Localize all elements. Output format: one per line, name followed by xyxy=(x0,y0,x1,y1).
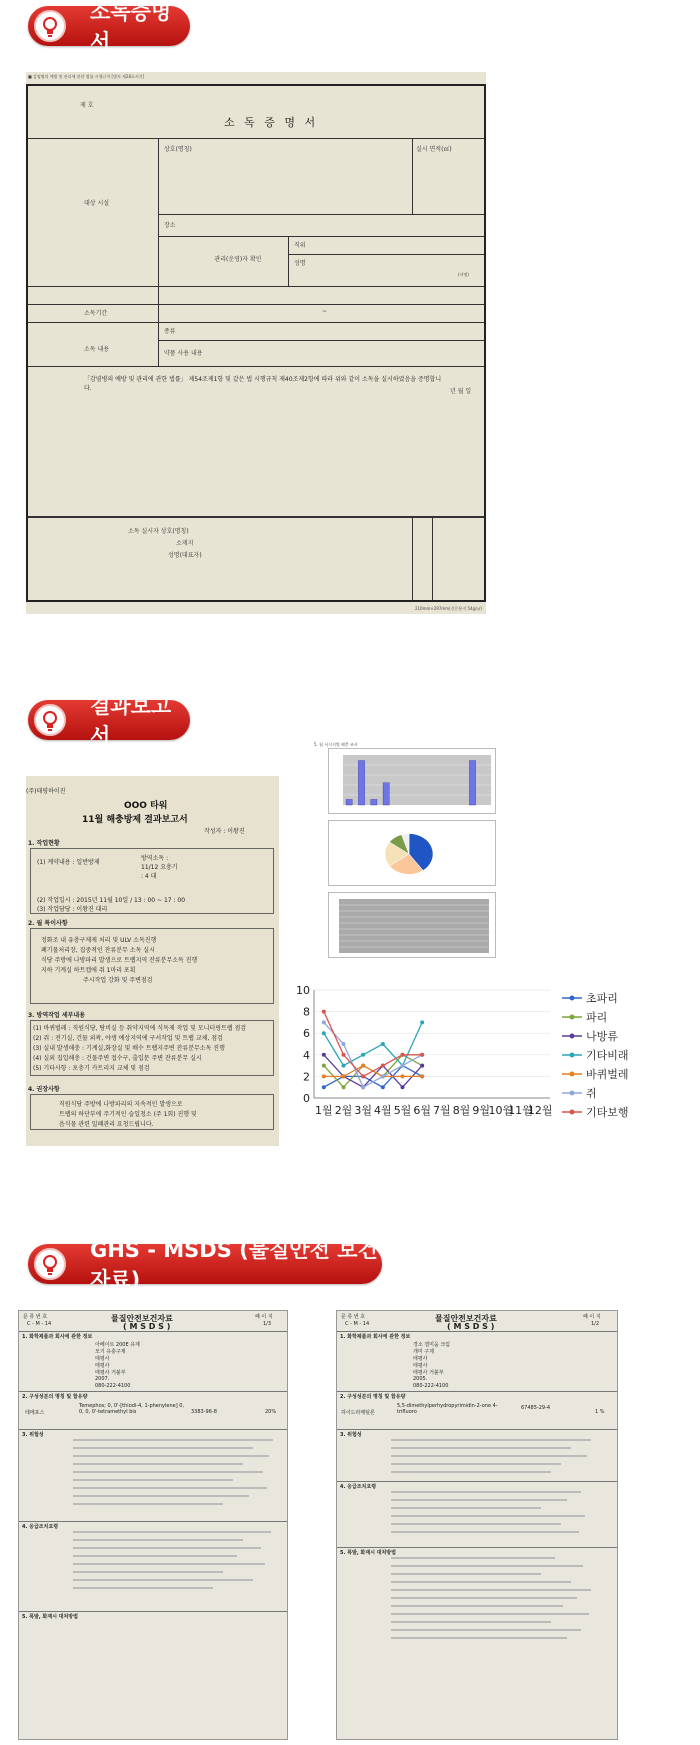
section-header-msds xyxy=(28,1238,382,1292)
label-operator-name: 성명(대표자) xyxy=(168,552,202,559)
form-note: ■ 감염병의 예방 및 관리에 관한 법률 시행규칙 [별지 제28호서식] xyxy=(28,74,145,79)
data-point xyxy=(322,1085,326,1089)
code-label: 문 류 번 호 xyxy=(341,1314,366,1320)
data-point xyxy=(361,1085,365,1089)
data-point xyxy=(342,1074,346,1078)
legend-label: 쥐 xyxy=(586,1087,597,1100)
thumb-bar xyxy=(383,783,389,805)
work-status-box xyxy=(30,848,274,914)
detail-item: (1) 바퀴벌레 : 직원식당, 탕비실 등 취약지역에 식독제 작업 및 모니터링트랩 점검 xyxy=(33,1025,247,1032)
x-tick-label: 4월 xyxy=(374,1104,392,1117)
label-position: 직위 xyxy=(294,242,306,249)
legend-marker xyxy=(570,996,575,1001)
section-details: 3. 방역작업 세부내용 xyxy=(28,1012,86,1019)
legend-marker xyxy=(570,1072,575,1077)
iupac-name: 5,5-dimethylperhydropyrimidin-2-one 4-trifluoro xyxy=(397,1403,498,1415)
data-point xyxy=(342,1053,346,1057)
product-name: 경소 겔미움 크림 xyxy=(413,1342,450,1348)
seller: 태평사 xyxy=(413,1363,428,1369)
pest-line-chart xyxy=(296,980,700,1140)
section-4: 4. 응급조치요령 xyxy=(22,1524,59,1530)
phone: 080-222-4100 xyxy=(95,1383,131,1389)
company-name: (주)태평하이진 xyxy=(26,788,66,795)
section-1: 1. 화학제품과 회사에 관한 정보 xyxy=(340,1334,411,1340)
product-name: 아베이트 200E 유제 xyxy=(95,1342,140,1348)
recommend-item: 직원식당 주방에 나방파리의 지속적인 발생으로 xyxy=(59,1101,183,1108)
detail-item: (2) 쥐 : 전기실, 건물 외곽, 야생 예상지역에 구서작업 및 트랩 교체, 점검 xyxy=(33,1035,223,1042)
seller: 태평사 xyxy=(95,1363,110,1369)
page-number: 1/3 xyxy=(263,1321,272,1327)
data-point xyxy=(381,1064,385,1068)
data-point xyxy=(381,1085,385,1089)
legend-marker xyxy=(570,1034,575,1039)
certificate-statement: 「감염병의 예방 및 관리에 관한 법률」 제54조제1항 및 같은 법 시행규칙 제40조제2항에 따라 위와 같이 소독을 실시하였음을 증명합니다. xyxy=(84,376,442,392)
label-place: 장소 xyxy=(164,222,176,229)
x-tick-label: 2월 xyxy=(334,1104,353,1117)
x-tick-label: 7월 xyxy=(433,1104,451,1117)
label-seal: (서명) xyxy=(458,272,469,277)
cas-number: 67485-29-4 xyxy=(521,1405,551,1411)
label-manager: 관리(운영)자 확인 xyxy=(214,256,262,263)
cas-number: 3383-96-8 xyxy=(191,1409,217,1415)
certificate-document xyxy=(26,72,486,614)
legend-label: 나방류 xyxy=(586,1030,618,1043)
contract: (1) 계약내용 : 일반방제 xyxy=(37,859,100,866)
msds-subtitle: ( M S D S ) xyxy=(447,1322,495,1331)
thumb-bar xyxy=(371,799,377,805)
y-tick-label: 8 xyxy=(303,1005,310,1019)
section-3: 3. 위험성 xyxy=(22,1432,44,1438)
certificate-title: 소 독 증 명 서 xyxy=(224,116,319,129)
worker: (3) 작업담당 : 이왕진 대리 xyxy=(37,906,108,913)
thumb-bar xyxy=(469,761,475,805)
section-5: 5. 폭발, 화재시 대처방법 xyxy=(340,1550,396,1556)
y-tick-label: 2 xyxy=(303,1070,310,1084)
label-facility: 대상 시설 xyxy=(84,200,110,207)
text-lines-placeholder xyxy=(391,1439,611,1659)
lightbulb-icon xyxy=(34,1248,66,1280)
data-point xyxy=(361,1064,365,1068)
content-percent: 20% xyxy=(265,1409,277,1415)
note-item: 폐기물처리장, 집중적인 잔류분무 소독 실시 xyxy=(41,947,155,954)
section-title: 결과보고서 xyxy=(90,694,172,748)
msds-document-right xyxy=(336,1310,618,1740)
report-document xyxy=(26,776,279,1146)
line-chart-svg xyxy=(296,980,700,1140)
y-tick-label: 6 xyxy=(303,1027,310,1041)
label-drug: 약품 사용 내용 xyxy=(164,350,203,357)
pie-thumbnail xyxy=(328,820,496,886)
note-item: 식당 주방에 나방파리 발생으로 트랩지역 잔류분무소독 진행 xyxy=(41,957,198,964)
label-no: 제 호 xyxy=(80,102,94,109)
detail-item: (5) 기타사항 : 포충기 카트리지 교체 및 점검 xyxy=(33,1065,150,1072)
product-use: 모기 유충구제 xyxy=(95,1349,126,1355)
thumb-bar xyxy=(358,761,364,805)
series-line xyxy=(324,1012,422,1077)
x-tick-label: 3월 xyxy=(354,1104,372,1117)
legend-label: 파리 xyxy=(586,1011,608,1024)
msds-subtitle: ( M S D S ) xyxy=(123,1322,171,1331)
legend-label: 바퀴벌레 xyxy=(586,1068,629,1081)
label-content: 소독 내용 xyxy=(84,346,110,353)
empty-thumbnail xyxy=(328,892,496,958)
label-area: 실시 면적(㎡) xyxy=(416,146,452,153)
x-tick-label: 12월 xyxy=(527,1104,553,1117)
data-point xyxy=(420,1020,424,1024)
report-title: 11월 해충방제 결과보고서 xyxy=(82,815,188,825)
label-business: 상호(명칭) xyxy=(164,146,192,153)
data-point xyxy=(401,1064,405,1068)
writer: 태평사 거불부 xyxy=(413,1370,444,1376)
note-item: 정화조 내 유충구제제 처리 및 ULV 소독진행 xyxy=(41,937,157,944)
code: C - M - 14 xyxy=(27,1321,52,1327)
data-point xyxy=(381,1074,385,1078)
y-tick-label: 0 xyxy=(303,1092,310,1105)
chart-thumbnails xyxy=(312,742,510,978)
note-item: 지하 기계실 하트캡에 쥐 1마리 포획 xyxy=(41,967,136,974)
thumb-bar xyxy=(346,799,352,805)
x-tick-label: 10월 xyxy=(488,1104,514,1117)
certificate-frame xyxy=(26,84,486,602)
legend-marker xyxy=(570,1091,575,1096)
write-date: 2005. xyxy=(413,1376,428,1382)
legend-marker xyxy=(570,1053,575,1058)
x-tick-label: 1월 xyxy=(315,1104,333,1117)
y-tick-label: 10 xyxy=(296,984,310,997)
lightbulb-icon xyxy=(34,704,66,736)
legend-label: 초파리 xyxy=(586,992,618,1005)
data-point xyxy=(401,1074,405,1078)
data-point xyxy=(342,1042,346,1046)
iupac-name: Temephos; 0, 0'-[thiodi-4, 1-phenylene] 0, 0, 0, 0'-tetramethyl bis xyxy=(79,1403,185,1415)
writer: 태평사 거불부 xyxy=(95,1370,126,1376)
code-label: 문 류 번 호 xyxy=(23,1314,48,1320)
certificate-date: 년 월 일 xyxy=(450,388,472,395)
data-point xyxy=(342,1064,346,1068)
data-point xyxy=(420,1064,424,1068)
data-point xyxy=(322,1053,326,1057)
chemical-name: 테메포스 xyxy=(25,1410,45,1416)
section-4: 4. 응급조치요령 xyxy=(340,1484,377,1490)
recommend-item: 음식물 관련 밀폐관리 요청드립니다. xyxy=(59,1121,154,1128)
write-date: 2007. xyxy=(95,1376,110,1382)
work-date: (2) 작업일시 : 2015년 11월 10일 / 13 : 00 ~ 17 : 00 xyxy=(37,897,186,904)
maker: 태평사 xyxy=(413,1356,428,1362)
detail-item: (3) 실내 발생해충 : 기계실,화장실 및 배수 트랩지주변 잔류분무소독 진행 xyxy=(33,1045,225,1052)
x-tick-label: 6월 xyxy=(413,1104,431,1117)
label-operator: 소독 실시자 상호(명칭) xyxy=(128,528,189,535)
data-point xyxy=(322,1074,326,1078)
x-tick-label: 11월 xyxy=(508,1104,533,1117)
legend-marker xyxy=(570,1015,575,1020)
section-5: 5. 폭발, 화재시 대처방법 xyxy=(22,1614,78,1620)
section-recommend: 4. 권장사항 xyxy=(28,1086,60,1093)
content-percent: 1 % xyxy=(595,1409,605,1415)
legend-marker xyxy=(570,1110,575,1115)
msds-title: 물질안전보건자료 xyxy=(111,1314,173,1323)
x-tick-label: 5월 xyxy=(393,1104,412,1117)
section-1: 1. 화학제품과 회사에 관한 정보 xyxy=(22,1334,93,1340)
details-box xyxy=(30,1020,274,1076)
y-tick-label: 4 xyxy=(303,1048,310,1062)
plot-area xyxy=(343,755,491,805)
legend-label: 기타보행 xyxy=(586,1106,629,1119)
label-kind: 종류 xyxy=(164,328,176,335)
data-point xyxy=(401,1053,405,1057)
data-point xyxy=(322,1020,326,1024)
text-lines-placeholder xyxy=(73,1439,283,1609)
thumbnail-caption: 5. 월 서식지별 해충 조사 xyxy=(314,742,358,747)
data-point xyxy=(361,1053,365,1057)
data-point xyxy=(420,1053,424,1057)
section-header-certificate xyxy=(28,0,190,54)
data-point xyxy=(322,1031,326,1035)
recommend-box xyxy=(30,1094,274,1130)
lightbulb-icon xyxy=(34,10,66,42)
report-author: 작성자 : 이왕진 xyxy=(204,828,245,835)
msds-title: 물질안전보건자료 xyxy=(435,1314,497,1323)
data-point xyxy=(322,1064,326,1068)
section-title: 소독증명서 xyxy=(90,0,172,54)
phone: 080-222-4100 xyxy=(413,1383,449,1389)
notes-box xyxy=(30,928,274,1004)
recommend-item: 트랩의 하단부에 주기적인 슬일청소 (주 1회) 진행 및 xyxy=(59,1111,197,1118)
maker: 태평사 xyxy=(95,1356,110,1362)
msds-document-left xyxy=(18,1310,288,1740)
x-tick-label: 8월 xyxy=(452,1104,471,1117)
data-point xyxy=(420,1074,424,1078)
product-use: 개미 구제 xyxy=(413,1349,434,1355)
page-label: 페 이 지 xyxy=(255,1314,273,1320)
paper-size-note: 210mm×297mm(신문용지 54g/㎡) xyxy=(414,606,482,611)
bar-thumbnail xyxy=(328,748,496,814)
data-point xyxy=(361,1074,365,1078)
section-2: 2. 구성성분의 명칭 및 함유량 xyxy=(22,1394,88,1400)
data-point xyxy=(381,1042,385,1046)
section-3: 3. 위험성 xyxy=(340,1432,362,1438)
section-header-report xyxy=(28,694,190,748)
x-tick-label: 9월 xyxy=(472,1104,490,1117)
label-name: 성명 xyxy=(294,260,306,267)
detail-item: (4) 실외 집입해충 : 건물주변 접수구, 출입문 주변 잔류분무 실시 xyxy=(33,1055,202,1062)
label-period: 소독기간 xyxy=(84,310,108,317)
page-label: 페 이 지 xyxy=(583,1314,601,1320)
data-point xyxy=(342,1085,346,1089)
period-tilde: ~ xyxy=(322,308,328,315)
label-operator-place: 소재지 xyxy=(176,540,194,547)
section-title: GHS - MSDS (물질안전 보건자료) xyxy=(90,1238,378,1292)
report-tower: OOO 타워 xyxy=(124,801,168,811)
code: C - M - 14 xyxy=(345,1321,370,1327)
note-item: 주시작업 강화 및 주변점검 xyxy=(83,977,153,984)
page-number: 1/2 xyxy=(591,1321,600,1327)
section-2: 2. 구성성분의 명칭 및 함유량 xyxy=(340,1394,406,1400)
chemical-name: 하이드라메틸론 xyxy=(341,1410,375,1416)
data-point xyxy=(322,1010,326,1014)
legend-label: 기타비래 xyxy=(586,1049,629,1062)
section-notes: 2. 월 특이사항 xyxy=(28,920,68,927)
schedule: 방역소독 : 11/12 요충기 : 4 대 xyxy=(141,855,178,880)
data-point xyxy=(401,1085,405,1089)
section-work-status: 1. 작업현황 xyxy=(28,840,60,847)
